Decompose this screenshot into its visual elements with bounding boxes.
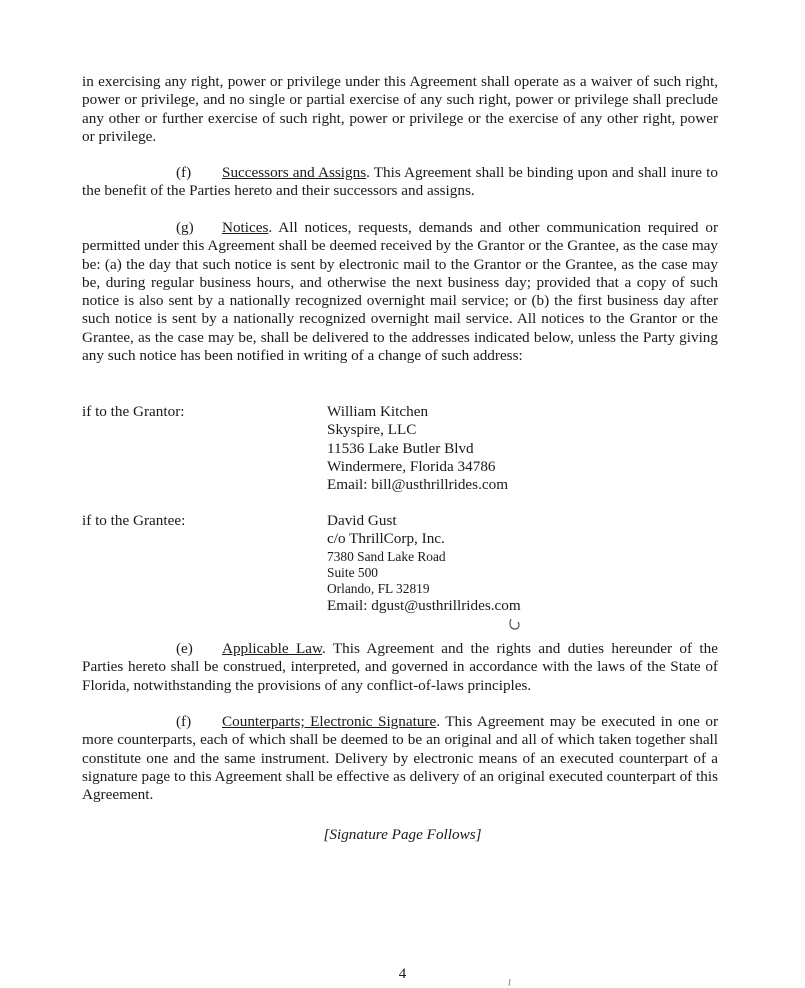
- grantee-email: Email: dgust@usthrillrides.com: [327, 597, 521, 615]
- counterparts-heading: Counterparts; Electronic Signature: [222, 713, 437, 730]
- counterparts-paragraph: (f) Counterparts; Electronic Signature. This Agreement may be executed in one or more counterparts, each of which shall be deemed to be an original and all of which taken together shall constitute one and the same instrument. Delivery by electronic means of an executed counterpart of a signature page to this Agreement shall be effective as delivery of an original executed counterpart of this Agreement.: [82, 713, 718, 804]
- grantor-email: Email: bill@usthrillrides.com: [327, 476, 509, 494]
- notices-paragraph: (g) Notices. All notices, requests, demands and other communication required or permitted under this Agreement shall be deemed received by the Grantor or the Grantee, as the case may be: (a) the day that such notice is sent by electronic mail to the Grantor or the Grantee, as the case may be, during regular business hours, and otherwise the next business day; provided that a copy of such notice is also sent by a nationally recognized overnight mail service; or (b) the first business day after such notice is sent by a nationally recognized overnight mail service. All notices to the Grantor or the Grantee, as the case may be, shall be delivered to the addresses indicated below, unless the Party giving any such notice has been notified in writing of a change of such address:: [82, 219, 718, 365]
- grantor-company: Skyspire, LLC: [327, 421, 417, 439]
- grantor-label: if to the Grantor:: [82, 403, 185, 420]
- notices-heading: Notices: [222, 219, 269, 236]
- grantor-city: Windermere, Florida 34786: [327, 457, 496, 475]
- law-heading: Applicable Law: [222, 640, 322, 657]
- waiver-paragraph: [82, 73, 718, 146]
- grantee-label: if to the Grantee:: [82, 512, 186, 529]
- grantee-street: 7380 Sand Lake Road: [327, 548, 446, 564]
- successors-text: This Agreement shall be binding upon and shall inure to the benefit of the Parties hereto and their successors and assigns.: [82, 164, 718, 200]
- law-label: (e): [176, 640, 193, 657]
- grantee-company: c/o ThrillCorp, Inc.: [327, 530, 445, 548]
- grantor-street: 11536 Lake Butler Blvd: [327, 439, 474, 457]
- counterparts-label: (f): [176, 713, 192, 730]
- scan-speck-icon: [505, 978, 515, 988]
- grantee-city: Orlando, FL 32819: [327, 581, 430, 596]
- handwritten-mark-icon: [506, 616, 524, 634]
- counterparts-text: This Agreement may be executed in one or more counterparts, each of which shall be deemed to be an original and all of which taken together shall constitute one and the same instrument. Delivery by electronic means of an executed counterpart of a signature page to this Agreement shall be effective as delivery of an original executed counterpart of this Agreement.: [82, 713, 718, 804]
- successors-paragraph: (f) Successors and Assigns. This Agreement shall be binding upon and shall inure to the benefit of the Parties hereto and their successors and assigns.: [82, 164, 718, 200]
- grantor-name: William Kitchen: [327, 403, 429, 420]
- successors-label: (f): [176, 164, 192, 181]
- waiver-text: in exercising any right, power or privilege under this Agreement shall operate as a waiver of such right, power or privilege, and no single or partial exercise of any such right, power or privilege shall preclude any other or further exercise of such right, power or privilege or the exercise of any other right, power or privilege.: [82, 73, 718, 145]
- notices-text: All notices, requests, demands and other communication required or permitted under this Agreement shall be deemed received by the Grantor or the Grantee, as the case may be: (a) the day that such notice is sent by electronic mail to the Grantor or the Grantee, as the case may be, during regular business hours, and otherwise the next business day; provided that a copy of such notice is also sent by a nationally recognized overnight mail service; or (b) the first business day after such notice is sent by a nationally recognized overnight mail service. All notices to the Grantor or the Grantee, as the case may be, shall be delivered to the addresses indicated below, unless the Party giving any such notice has been notified in writing of a change of such address:: [82, 219, 718, 365]
- law-text: This Agreement and the rights and duties hereunder of the Parties hereto shall be construed, interpreted, and governed in accordance with the laws of the State of Florida, notwithstanding the provisions of any conflict-of-laws principles.: [82, 640, 718, 694]
- grantee-address: [327, 512, 521, 616]
- grantee-name: David Gust: [327, 512, 397, 529]
- grantor-address: [327, 403, 508, 494]
- notices-label: (g): [176, 219, 194, 236]
- law-paragraph: (e) Applicable Law. This Agreement and the rights and duties hereunder of the Parties hereto shall be construed, interpreted, and governed in accordance with the laws of the State of Florida, notwithstanding the provisions of any conflict-of-laws principles.: [82, 640, 718, 694]
- page-number: 4: [398, 966, 407, 982]
- grantee-suite: Suite 500: [327, 564, 378, 580]
- signature-page-note: [Signature Page Follows]: [323, 826, 482, 843]
- successors-heading: Successors and Assigns: [222, 164, 367, 181]
